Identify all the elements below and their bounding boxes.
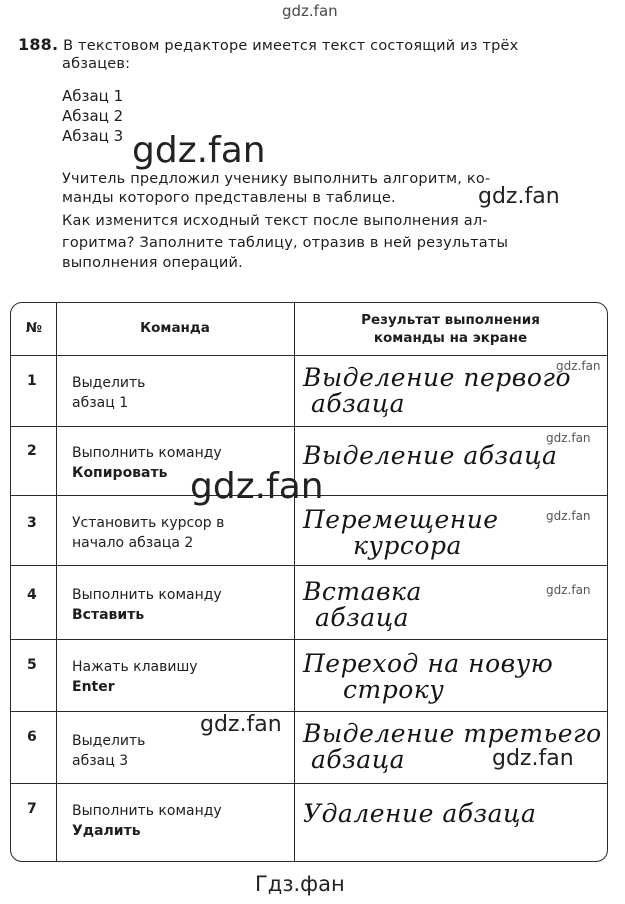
watermark-mid-3: gdz.fan (492, 746, 574, 771)
row-1-result (303, 365, 571, 417)
row-5-result (303, 651, 553, 703)
row-7-result (303, 801, 536, 827)
row-6-result-line1: Выделение третьего (303, 719, 602, 748)
row-4-command-line1: Выполнить команду (72, 587, 222, 603)
watermark-row-2: gdz.fan (546, 431, 591, 445)
row-5-command-line1: Нажать клавишу (72, 659, 198, 675)
row-6-number: 6 (27, 729, 37, 745)
watermark-row-3: gdz.fan (546, 509, 591, 523)
problem-number: 188. (18, 35, 59, 54)
row-6-result-line2: абзаца (311, 745, 406, 774)
desc-line-2: манды которого представлены в таблице. (62, 190, 396, 206)
header-result-line2: команды на экране (373, 330, 528, 346)
row-3-result-line2: курсора (353, 531, 462, 560)
paragraph-2: Абзац 2 (62, 107, 124, 125)
watermark-mid-1: gdz.fan (478, 184, 560, 209)
row-3-result (303, 507, 499, 559)
row-4-result-line2: абзаца (315, 603, 410, 632)
row-1-command-line1: Выделить (72, 375, 146, 391)
row-4-result-line1: Вставка (303, 577, 422, 606)
row-6-command (72, 731, 145, 771)
row-2-number: 2 (27, 443, 37, 459)
watermark-row-1: gdz.fan (556, 359, 601, 373)
row-4-result (303, 579, 422, 631)
row-7-result-line1: Удаление абзаца (303, 799, 537, 828)
row-6-command-line1: Выделить (72, 733, 146, 749)
row-1-command-line2: абзац 1 (72, 395, 129, 411)
watermark-big-1: gdz.fan (132, 130, 266, 171)
row-7-command-line1: Выполнить команду (72, 803, 222, 819)
row-7-command (72, 801, 222, 841)
row-4-command-line2: Вставить (72, 607, 145, 623)
desc-line-1: Учитель предложил ученику выполнить алгоритм, ко- (62, 171, 491, 187)
problem-text-line1: В текстовом редакторе имеется текст состоящий из трёх (63, 38, 519, 54)
row-1-number: 1 (27, 373, 37, 389)
row-1-result-line2: абзаца (311, 389, 406, 418)
header-result (294, 311, 607, 347)
row-2-command-line1: Выполнить команду (72, 445, 222, 461)
row-5-number: 5 (27, 657, 37, 673)
paragraph-3: Абзац 3 (62, 127, 124, 145)
header-num: № (25, 320, 43, 336)
row-3-result-line1: Перемещение (303, 505, 499, 534)
watermark-big-2: gdz.fan (190, 466, 324, 507)
row-3-command-line2: начало абзаца 2 (72, 535, 194, 551)
watermark-top: gdz.fan (282, 2, 338, 20)
row-4-number: 4 (27, 587, 37, 603)
row-7-number: 7 (27, 801, 37, 817)
row-3-command (72, 513, 224, 553)
problem-text-line2: абзацев: (62, 56, 131, 72)
row-5-result-line2: строку (343, 675, 445, 704)
row-2-result-line1: Выделение абзаца (303, 441, 558, 470)
header-command: Команда (140, 320, 210, 336)
footer-watermark: Гдз.фан (255, 872, 345, 896)
row-1-result-line1: Выделение первого (303, 363, 572, 392)
row-7-command-line2: Удалить (72, 823, 141, 839)
row-2-command-line2: Копировать (72, 465, 168, 481)
problem-first-line (18, 36, 518, 55)
watermark-mid-2: gdz.fan (200, 712, 282, 737)
desc-line-4: горитма? Заполните таблицу, отразив в ней результаты (62, 235, 509, 251)
row-5-result-line1: Переход на новую (303, 649, 554, 678)
watermark-row-4: gdz.fan (546, 583, 591, 597)
header-result-line1: Результат выполнения (361, 312, 540, 328)
row-1-command (72, 373, 145, 413)
row-5-command (72, 657, 198, 697)
row-2-result (303, 443, 557, 469)
row-3-command-line1: Установить курсор в (72, 515, 225, 531)
paragraph-1: Абзац 1 (62, 87, 124, 105)
row-5-command-line2: Enter (72, 679, 115, 695)
row-6-command-line2: абзац 3 (72, 753, 129, 769)
row-3-number: 3 (27, 515, 37, 531)
desc-line-5: выполнения операций. (62, 255, 243, 271)
desc-line-3: Как изменится исходный текст после выполнения ал- (62, 213, 488, 229)
commands-table (10, 302, 608, 862)
row-4-command (72, 585, 222, 625)
